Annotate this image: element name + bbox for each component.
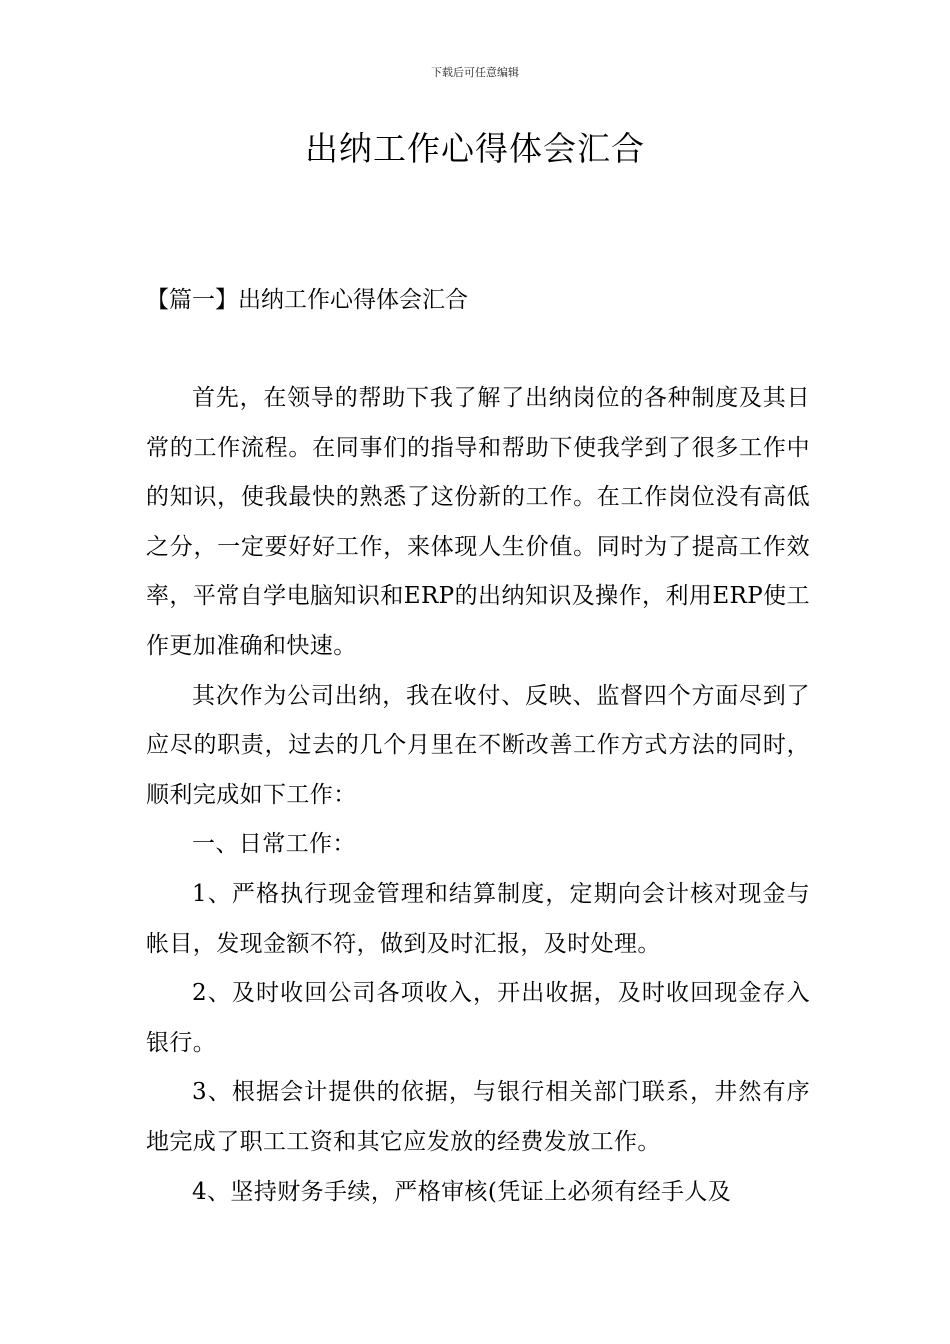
- paragraph: 首先，在领导的帮助下我了解了出纳岗位的各种制度及其日常的工作流程。在同事们的指导和帮助下使我学到了很多工作中的知识，使我最快的熟悉了这份新的工作。在工作岗位没有高低之分，一定要好好工作，来体现人生价值。同时为了提高工作效率，平常自学电脑知识和ERP的出纳知识及操作，利用ERP使工作更加准确和快速。: [146, 385, 810, 659]
- paragraph: 3、根据会计提供的依据，与银行相关部门联系，井然有序地完成了职工工资和其它应发放的经费发放工作。: [146, 1079, 810, 1155]
- document-title: 出纳工作心得体会汇合: [305, 129, 645, 168]
- section-heading: 【篇一】出纳工作心得体会汇合: [146, 287, 468, 313]
- header-note: 下载后可任意编辑: [431, 66, 519, 79]
- document-body: [146, 374, 810, 1217]
- paragraph: 4、坚持财务手续，严格审核(凭证上必须有经手人及: [192, 1178, 732, 1205]
- paragraph: 一、日常工作：: [192, 831, 356, 858]
- paragraph: 其次作为公司出纳，我在收付、反映、监督四个方面尽到了应尽的职责，过去的几个月里在不断改善工作方式方法的同时，顺利完成如下工作：: [146, 682, 810, 808]
- paragraph: 2、及时收回公司各项收入，开出收据，及时收回现金存入银行。: [146, 980, 810, 1056]
- paragraph: 1、严格执行现金管理和结算制度，定期向会计核对现金与帐目，发现金额不符，做到及时汇报，及时处理。: [146, 880, 810, 957]
